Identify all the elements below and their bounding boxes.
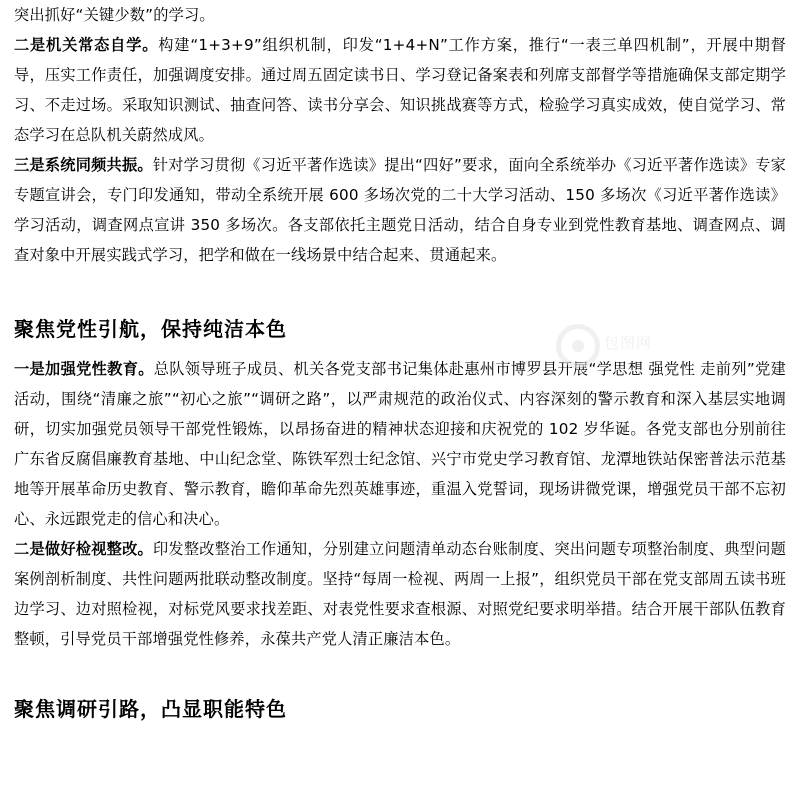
section-spacer — [14, 270, 786, 314]
watermark-text: 包图网 — [604, 334, 653, 352]
paragraph-text: 针对学习贯彻《习近平著作选读》提出“四好”要求，面向全系统举办《习近平著作选读》专家专题宣讲会，专门印发通知，带动全系统开展 600 多场次党的二十大学习活动、150 多场次《习近平著作选读》学习活动，调查网点宣讲 350 多场次。各支部依托主题党日活动，结合自身专业到党性教育基地、调查网点、调查对象中开展实践式学习，把学和做在一线场景中结合起来、贯通起来。 — [14, 156, 786, 264]
paragraph-lead: 二是机关常态自学。 — [14, 36, 159, 54]
heading-spacer — [14, 344, 786, 354]
paragraph-text: 突出抓好“关键少数”的学习。 — [14, 6, 215, 24]
paragraph-item-three — [14, 150, 786, 270]
paragraph-text: 总队领导班子成员、机关各党支部书记集体赴惠州市博罗县开展“学思想 强党性 走前列”党建活动，围绕“清廉之旅”“初心之旅”“调研之路”，以严肃规范的政治仪式、内容深刻的警示教育和深入基层实地调研，切实加强党员领导干部党性锻炼，以昂扬奋进的精神状态迎接和庆祝党的 102 岁华诞。各党支部也分别前往广东省反腐倡廉教育基地、中山纪念堂、陈铁军烈士纪念馆、兴宁市党史学习教育馆、龙潭地铁站保密普法示范基地等开展革命历史教育、警示教育，瞻仰革命先烈英雄事迹，重温入党誓词，现场讲微党课，增强党员干部不忘初心、永远跟党走的信心和决心。 — [14, 360, 786, 528]
paragraph-text: 印发整改整治工作通知，分别建立问题清单动态台账制度、突出问题专项整治制度、典型问题案例剖析制度、共性问题两批联动整改制度。坚持“每周一检视、两周一上报”，组织党员干部在党支部周五读书班边学习、边对照检视，对标党风要求找差距、对表党性要求查根源、对照党纪要求明举措。结合开展干部队伍教育整顿，引导党员干部增强党性修养，永葆共产党人清正廉洁本色。 — [14, 540, 786, 648]
paragraph-item-two — [14, 30, 786, 150]
paragraph-lead: 二是做好检视整改。 — [14, 540, 153, 558]
paragraph-text: 构建“1+3+9”组织机制，印发“1+4+N”工作方案，推行“一表三单四机制”，开展中期督导，压实工作责任，加强调度安排。通过周五固定读书日、学习登记备案表和列席支部督学等措施确保支部定期学习、不走过场。采取知识测试、抽查问答、读书分享会、知识挑战赛等方式，检验学习真实成效，使自觉学习、常态学习在总队机关蔚然成风。 — [14, 36, 786, 144]
heading-research-guide: 聚焦调研引路，凸显职能特色 — [14, 697, 287, 721]
paragraph-lead: 三是系统同频共振。 — [14, 156, 153, 174]
heading-party-spirit: 聚焦党性引航，保持纯洁本色 — [14, 317, 287, 341]
paragraph-lead: 一是加强党性教育。 — [14, 360, 154, 378]
paragraph-continuation — [14, 0, 786, 30]
paragraph-item-two-b — [14, 534, 786, 654]
paragraph-item-one-b — [14, 354, 786, 534]
section-spacer — [14, 654, 786, 694]
